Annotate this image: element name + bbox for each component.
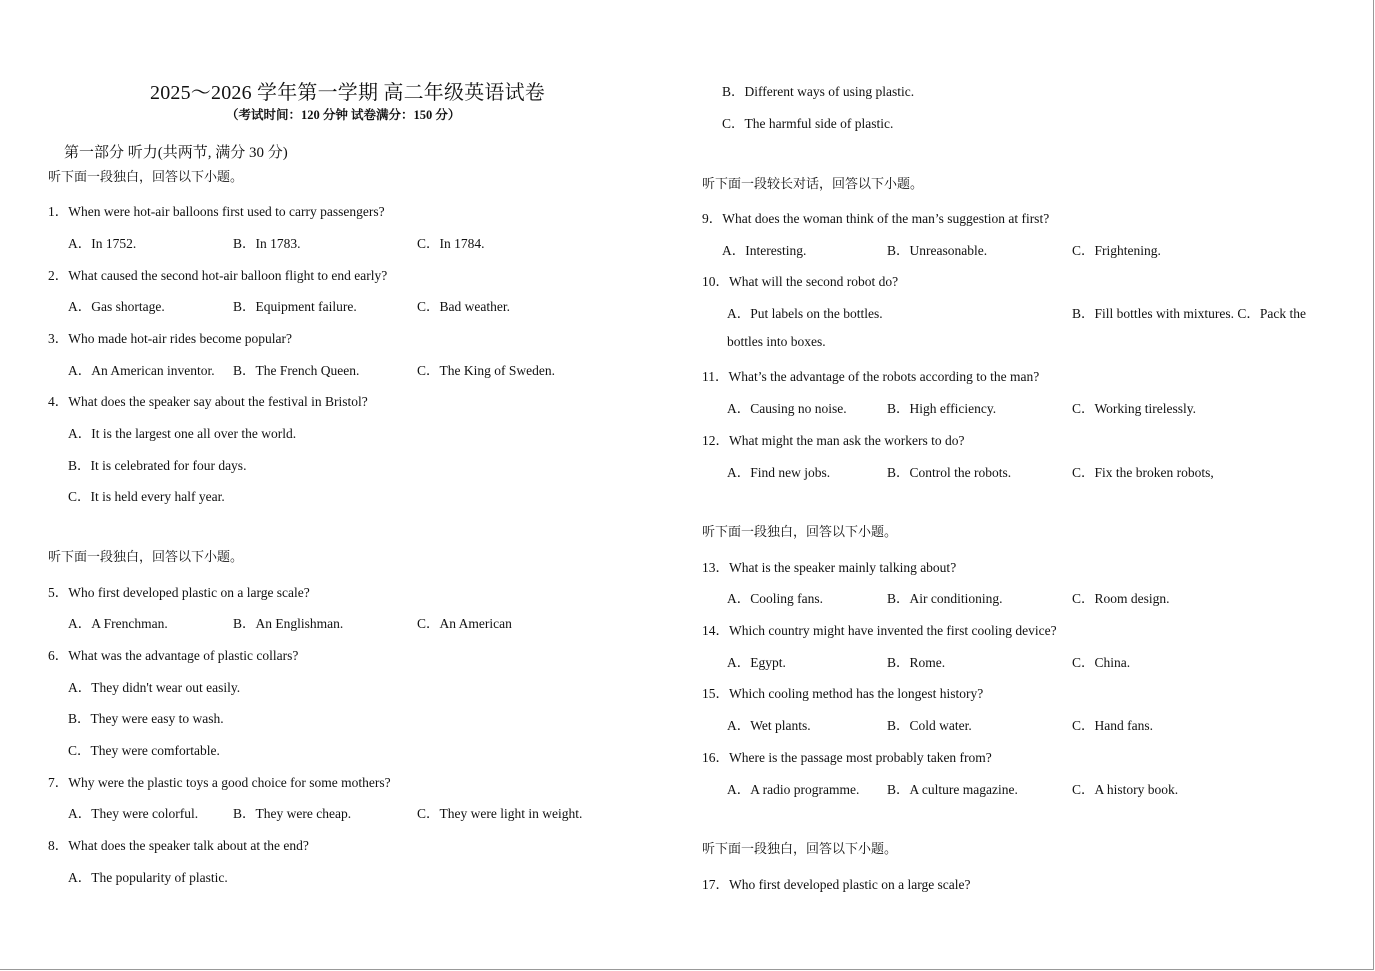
question-17-stem: 17．Who first developed plastic on a large scale?	[702, 877, 971, 892]
question-5-stem: 5．Who first developed plastic on a large scale?	[48, 585, 310, 600]
question-4-option-b: B．It is celebrated for four days.	[68, 458, 247, 473]
question-4-stem: 4．What does the speaker say about the festival in Bristol?	[48, 394, 368, 409]
question-6-option-c: C．They were comfortable.	[68, 743, 220, 758]
question-1-option-a: A．In 1752.	[68, 236, 137, 251]
question-12-option-a: A．Find new jobs.	[727, 465, 831, 480]
question-14-option-a: A．Egypt.	[727, 655, 786, 670]
question-15-option-c: C．Hand fans.	[1072, 718, 1153, 733]
question-10-option-c-continued: bottles into boxes.	[727, 334, 826, 349]
question-13-stem: 13．What is the speaker mainly talking about?	[702, 560, 957, 575]
question-11-option-c: C．Working tirelessly.	[1072, 401, 1197, 416]
question-16-option-a: A．A radio programme.	[727, 782, 860, 797]
question-3-option-c: C．The King of Sweden.	[417, 363, 555, 378]
question-9-option-c: C．Frightening.	[1072, 243, 1161, 258]
question-4-option-c: C．It is held every half year.	[68, 489, 225, 504]
question-13-option-b: B．Air conditioning.	[887, 591, 1003, 606]
question-9-option-a: A．Interesting.	[722, 243, 807, 258]
question-5-option-a: A．A Frenchman.	[68, 616, 168, 631]
question-15-option-b: B．Cold water.	[887, 718, 972, 733]
question-14-option-c: C．China.	[1072, 655, 1131, 670]
group-intro-2: 听下面一段独白，回答以下小题。	[48, 549, 244, 564]
question-5-option-b: B．An Englishman.	[233, 616, 344, 631]
question-8-option-c: C．The harmful side of plastic.	[722, 116, 894, 131]
question-15-option-a: A．Wet plants.	[727, 718, 811, 733]
question-16-stem: 16．Where is the passage most probably taken from?	[702, 750, 992, 765]
question-12-stem: 12．What might the man ask the workers to do?	[702, 433, 965, 448]
question-15-stem: 15．Which cooling method has the longest history?	[702, 686, 984, 701]
exam-info: （考试时间：120 分钟 试卷满分：150 分）	[226, 108, 461, 122]
question-3-option-b: B．The French Queen.	[233, 363, 360, 378]
question-3-option-a: A．An American inventor.	[68, 363, 215, 378]
group-intro-3: 听下面一段较长对话，回答以下小题。	[702, 176, 924, 191]
question-12-option-b: B．Control the robots.	[887, 465, 1012, 480]
question-7-option-a: A．They were colorful.	[68, 806, 199, 821]
question-8-option-a: A．The popularity of plastic.	[68, 870, 228, 885]
question-11-stem: 11．What’s the advantage of the robots according to the man?	[702, 369, 1040, 384]
question-7-option-b: B．They were cheap.	[233, 806, 352, 821]
question-8-option-b: B．Different ways of using plastic.	[722, 84, 915, 99]
question-10-stem: 10．What will the second robot do?	[702, 274, 899, 289]
question-12-option-c: C．Fix the broken robots,	[1072, 465, 1214, 480]
question-16-option-c: C．A history book.	[1072, 782, 1179, 797]
question-7-option-c: C．They were light in weight.	[417, 806, 583, 821]
question-6-stem: 6．What was the advantage of plastic collars?	[48, 648, 299, 663]
question-10-option-bc: B．Fill bottles with mixtures. C．Pack the	[1072, 306, 1306, 321]
question-13-option-a: A．Cooling fans.	[727, 591, 823, 606]
question-8-stem: 8．What does the speaker talk about at the end?	[48, 838, 309, 853]
question-10-option-a: A．Put labels on the bottles.	[727, 306, 883, 321]
question-13-option-c: C．Room design.	[1072, 591, 1170, 606]
question-14-option-b: B．Rome.	[887, 655, 946, 670]
question-14-stem: 14．Which country might have invented the first cooling device?	[702, 623, 1057, 638]
question-2-option-a: A．Gas shortage.	[68, 299, 165, 314]
question-9-stem: 9．What does the woman think of the man’s suggestion at first?	[702, 211, 1050, 226]
question-5-option-c: C．An American	[417, 616, 512, 631]
question-16-option-b: B．A culture magazine.	[887, 782, 1018, 797]
section-heading: 第一部分 听力(共两节, 满分 30 分)	[64, 145, 288, 161]
page-title: 2025～2026 学年第一学期 高二年级英语试卷	[150, 82, 545, 104]
question-2-stem: 2．What caused the second hot-air balloon flight to end early?	[48, 268, 388, 283]
question-11-option-a: A．Causing no noise.	[727, 401, 847, 416]
question-1-option-c: C．In 1784.	[417, 236, 485, 251]
question-2-option-b: B．Equipment failure.	[233, 299, 357, 314]
question-11-option-b: B．High efficiency.	[887, 401, 997, 416]
question-2-option-c: C．Bad weather.	[417, 299, 510, 314]
question-9-option-b: B．Unreasonable.	[887, 243, 988, 258]
question-1-stem: 1．When were hot-air balloons first used to carry passengers?	[48, 204, 385, 219]
group-intro-1: 听下面一段独白，回答以下小题。	[48, 169, 244, 184]
question-4-option-a: A．It is the largest one all over the world.	[68, 426, 297, 441]
question-3-stem: 3．Who made hot-air rides become popular?	[48, 331, 293, 346]
group-intro-4: 听下面一段独白，回答以下小题。	[702, 524, 898, 539]
question-6-option-b: B．They were easy to wash.	[68, 711, 224, 726]
question-6-option-a: A．They didn't wear out easily.	[68, 680, 241, 695]
question-1-option-b: B．In 1783.	[233, 236, 301, 251]
question-7-stem: 7．Why were the plastic toys a good choice for some mothers?	[48, 775, 391, 790]
group-intro-5: 听下面一段独白，回答以下小题。	[702, 841, 898, 856]
